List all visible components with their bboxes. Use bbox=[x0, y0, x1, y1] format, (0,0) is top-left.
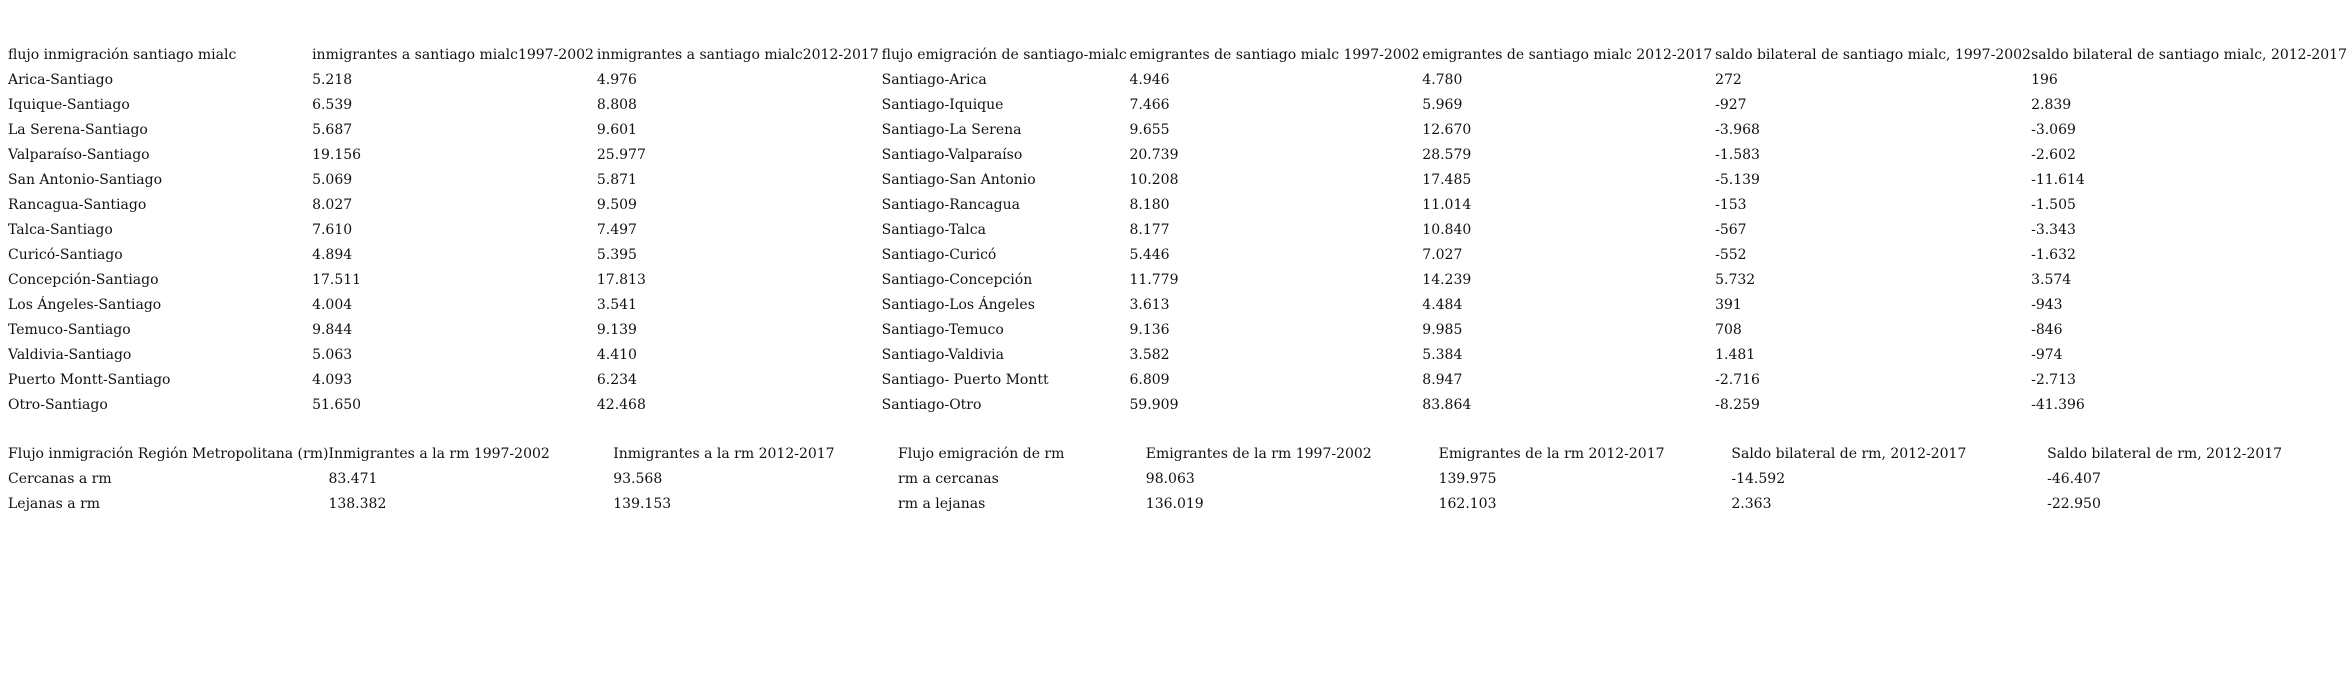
value-cell[interactable]: 19.156 bbox=[312, 147, 362, 163]
value-cell[interactable]: 6.539 bbox=[312, 97, 353, 113]
value-cell[interactable]: 139.975 bbox=[1438, 471, 1497, 487]
flow-label-cell[interactable]: Santiago-Otro bbox=[881, 397, 982, 413]
value-cell[interactable]: 3.613 bbox=[1129, 297, 1170, 313]
table-row bbox=[8, 118, 2347, 143]
value-cell[interactable]: -3.069 bbox=[2031, 122, 2076, 138]
value-cell[interactable]: 3.582 bbox=[1129, 347, 1170, 363]
value-cell[interactable]: 139.153 bbox=[613, 496, 672, 512]
value-cell[interactable]: 20.739 bbox=[1129, 147, 1179, 163]
value-cell[interactable]: 11.779 bbox=[1129, 272, 1179, 288]
table-row bbox=[8, 168, 2347, 193]
value-cell[interactable]: 138.382 bbox=[328, 496, 387, 512]
table-row bbox=[8, 143, 2347, 168]
header-row bbox=[8, 43, 2347, 68]
table-row bbox=[8, 368, 2347, 393]
flow-label-cell[interactable]: Cercanas a rm bbox=[8, 471, 112, 487]
flow-label-cell[interactable]: Lejanas a rm bbox=[8, 496, 101, 512]
flow-label-cell[interactable]: Santiago-Arica bbox=[881, 72, 987, 88]
column-header-cell[interactable]: emigrantes de santiago mialc 2012-2017 bbox=[1422, 47, 1713, 63]
value-cell[interactable]: 14.239 bbox=[1422, 272, 1472, 288]
value-cell[interactable]: -2.716 bbox=[1715, 372, 1760, 388]
flow-label-cell[interactable]: Otro-Santiago bbox=[8, 397, 108, 413]
column-header-cell[interactable]: emigrantes de santiago mialc 1997-2002 bbox=[1129, 47, 1420, 63]
value-cell[interactable]: -22.950 bbox=[2047, 496, 2101, 512]
table-row bbox=[8, 393, 2347, 418]
table-row bbox=[8, 218, 2347, 243]
value-cell[interactable]: 6.234 bbox=[596, 372, 637, 388]
column-header-cell[interactable]: Inmigrantes a la rm 2012-2017 bbox=[613, 446, 835, 462]
flow-label-cell[interactable]: Santiago-San Antonio bbox=[881, 172, 1036, 188]
flow-label-cell[interactable]: Santiago- Puerto Montt bbox=[881, 372, 1049, 388]
value-cell[interactable]: 4.894 bbox=[312, 247, 353, 263]
value-cell[interactable]: 25.977 bbox=[596, 147, 646, 163]
value-cell[interactable]: 93.568 bbox=[613, 471, 663, 487]
value-cell[interactable]: -1.505 bbox=[2031, 197, 2076, 213]
table-row bbox=[8, 318, 2347, 343]
table-row bbox=[8, 268, 2347, 293]
flow-label-cell[interactable]: Santiago-La Serena bbox=[881, 122, 1022, 138]
column-header-cell[interactable]: flujo emigración de santiago-mialc bbox=[881, 47, 1127, 63]
flow-label-cell[interactable]: Santiago-Curicó bbox=[881, 247, 997, 263]
value-cell[interactable]: 9.139 bbox=[596, 322, 637, 338]
value-cell[interactable]: 4.780 bbox=[1422, 72, 1463, 88]
region-metropolitana-migration-table bbox=[8, 442, 2347, 517]
value-cell[interactable]: 5.871 bbox=[596, 172, 637, 188]
value-cell[interactable]: 59.909 bbox=[1129, 397, 1179, 413]
value-cell[interactable]: 5.687 bbox=[312, 122, 353, 138]
value-cell[interactable]: 42.468 bbox=[596, 397, 646, 413]
flow-label-cell[interactable]: rm a lejanas bbox=[898, 496, 986, 512]
value-cell[interactable]: 5.069 bbox=[312, 172, 353, 188]
value-cell[interactable]: -41.396 bbox=[2031, 397, 2085, 413]
value-cell[interactable]: 98.063 bbox=[1145, 471, 1195, 487]
flow-label-cell[interactable]: Temuco-Santiago bbox=[8, 322, 131, 338]
value-cell[interactable]: 5.732 bbox=[1715, 272, 1756, 288]
value-cell[interactable]: 83.471 bbox=[328, 471, 378, 487]
value-cell[interactable]: 4.093 bbox=[312, 372, 353, 388]
table-row bbox=[8, 492, 2347, 517]
value-cell[interactable]: 7.497 bbox=[596, 222, 637, 238]
value-cell[interactable]: 9.985 bbox=[1422, 322, 1463, 338]
table-row bbox=[8, 193, 2347, 218]
value-cell[interactable]: 5.395 bbox=[596, 247, 637, 263]
flow-label-cell[interactable]: Iquique-Santiago bbox=[8, 97, 130, 113]
column-header-cell[interactable]: Emigrantes de la rm 2012-2017 bbox=[1438, 446, 1665, 462]
value-cell[interactable]: 7.027 bbox=[1422, 247, 1463, 263]
value-cell[interactable]: 8.180 bbox=[1129, 197, 1170, 213]
santiago-migration-table bbox=[8, 43, 2347, 418]
value-cell[interactable]: 1.481 bbox=[1715, 347, 1756, 363]
value-cell[interactable]: 28.579 bbox=[1422, 147, 1472, 163]
column-header-cell[interactable]: Saldo bilateral de rm, 2012-2017 bbox=[1731, 446, 1967, 462]
value-cell[interactable]: 9.601 bbox=[596, 122, 637, 138]
table-row bbox=[8, 243, 2347, 268]
flow-label-cell[interactable]: rm a cercanas bbox=[898, 471, 999, 487]
flow-label-cell[interactable]: Santiago-Valdivia bbox=[881, 347, 1005, 363]
value-cell[interactable]: 7.466 bbox=[1129, 97, 1170, 113]
value-cell[interactable]: -974 bbox=[2031, 347, 2063, 363]
flow-label-cell[interactable]: Santiago-Concepción bbox=[881, 272, 1033, 288]
value-cell[interactable]: -846 bbox=[2031, 322, 2063, 338]
value-cell[interactable]: 8.947 bbox=[1422, 372, 1463, 388]
value-cell[interactable]: 272 bbox=[1715, 72, 1742, 88]
value-cell[interactable]: 3.541 bbox=[596, 297, 637, 313]
value-cell[interactable]: 17.813 bbox=[596, 272, 646, 288]
flow-label-cell[interactable]: Curicó-Santiago bbox=[8, 247, 123, 263]
value-cell[interactable]: 9.136 bbox=[1129, 322, 1170, 338]
flow-label-cell[interactable]: Santiago-Los Ángeles bbox=[881, 297, 1035, 313]
column-header-cell[interactable]: saldo bilateral de santiago mialc, 1997-2002 bbox=[1715, 47, 2031, 63]
value-cell[interactable]: 9.844 bbox=[312, 322, 353, 338]
value-cell[interactable]: 7.610 bbox=[312, 222, 353, 238]
flow-label-cell[interactable]: Santiago-Talca bbox=[881, 222, 986, 238]
flow-label-cell[interactable]: Los Ángeles-Santiago bbox=[8, 297, 162, 313]
value-cell[interactable]: 4.410 bbox=[596, 347, 637, 363]
column-header-cell[interactable]: Flujo inmigración Región Metropolitana (rm) bbox=[8, 446, 329, 462]
header-row bbox=[8, 442, 2347, 467]
flow-label-cell[interactable]: Concepción-Santiago bbox=[8, 272, 159, 288]
column-header-cell[interactable]: Saldo bilateral de rm, 2012-2017 bbox=[2047, 446, 2283, 462]
value-cell[interactable]: -3.343 bbox=[2031, 222, 2076, 238]
table-row bbox=[8, 93, 2347, 118]
value-cell[interactable]: 5.063 bbox=[312, 347, 353, 363]
value-cell[interactable]: -14.592 bbox=[1731, 471, 1786, 487]
value-cell[interactable]: 391 bbox=[1715, 297, 1742, 313]
value-cell[interactable]: -5.139 bbox=[1715, 172, 1760, 188]
value-cell[interactable]: 11.014 bbox=[1422, 197, 1472, 213]
value-cell[interactable]: 5.446 bbox=[1129, 247, 1170, 263]
value-cell[interactable]: 4.004 bbox=[312, 297, 353, 313]
value-cell[interactable]: -567 bbox=[1715, 222, 1747, 238]
table-row bbox=[8, 343, 2347, 368]
value-cell[interactable]: 4.976 bbox=[596, 72, 637, 88]
table-row bbox=[8, 68, 2347, 93]
value-cell[interactable]: 5.218 bbox=[312, 72, 353, 88]
column-header-cell[interactable]: Emigrantes de la rm 1997-2002 bbox=[1145, 446, 1372, 462]
flow-label-cell[interactable]: Rancagua-Santiago bbox=[8, 197, 147, 213]
flow-label-cell[interactable]: Santiago-Temuco bbox=[881, 322, 1004, 338]
value-cell[interactable]: 10.208 bbox=[1129, 172, 1179, 188]
value-cell[interactable]: 5.384 bbox=[1422, 347, 1463, 363]
value-cell[interactable]: 4.946 bbox=[1129, 72, 1170, 88]
table-row bbox=[8, 467, 2347, 492]
value-cell[interactable]: 10.840 bbox=[1422, 222, 1472, 238]
value-cell[interactable]: -1.632 bbox=[2031, 247, 2076, 263]
value-cell[interactable]: 17.511 bbox=[312, 272, 362, 288]
value-cell[interactable]: 6.809 bbox=[1129, 372, 1170, 388]
value-cell[interactable]: -1.583 bbox=[1715, 147, 1760, 163]
column-header-cell[interactable]: inmigrantes a santiago mialc2012-2017 bbox=[596, 47, 879, 63]
column-header-cell[interactable]: flujo inmigración santiago mialc bbox=[8, 47, 237, 63]
column-header-cell[interactable]: Flujo emigración de rm bbox=[898, 446, 1065, 462]
flow-label-cell[interactable]: Puerto Montt-Santiago bbox=[8, 372, 171, 388]
value-cell[interactable]: 12.670 bbox=[1422, 122, 1472, 138]
flow-label-cell[interactable]: Arica-Santiago bbox=[8, 72, 113, 88]
flow-label-cell[interactable]: Santiago-Valparaíso bbox=[881, 147, 1023, 163]
flow-label-cell[interactable]: Santiago-Iquique bbox=[881, 97, 1004, 113]
value-cell[interactable]: 708 bbox=[1715, 322, 1742, 338]
column-header-cell[interactable]: inmigrantes a santiago mialc1997-2002 bbox=[312, 47, 594, 63]
value-cell[interactable]: 51.650 bbox=[312, 397, 362, 413]
table-row bbox=[8, 293, 2347, 318]
value-cell[interactable]: 8.808 bbox=[596, 97, 637, 113]
value-cell[interactable]: 9.655 bbox=[1129, 122, 1170, 138]
column-header-cell[interactable]: saldo bilateral de santiago mialc, 2012-2017 bbox=[2031, 47, 2347, 63]
flow-label-cell[interactable]: La Serena-Santiago bbox=[8, 122, 148, 138]
value-cell[interactable]: 83.864 bbox=[1422, 397, 1472, 413]
value-cell[interactable]: 9.509 bbox=[596, 197, 637, 213]
value-cell[interactable]: -552 bbox=[1715, 247, 1747, 263]
region-migration-table-body bbox=[8, 442, 2347, 517]
value-cell[interactable]: 2.363 bbox=[1731, 496, 1772, 512]
value-cell[interactable]: -11.614 bbox=[2031, 172, 2085, 188]
value-cell[interactable]: 3.574 bbox=[2031, 272, 2072, 288]
value-cell[interactable]: -927 bbox=[1715, 97, 1747, 113]
value-cell[interactable]: -46.407 bbox=[2047, 471, 2101, 487]
value-cell[interactable]: 162.103 bbox=[1438, 496, 1497, 512]
value-cell[interactable]: -2.602 bbox=[2031, 147, 2076, 163]
value-cell[interactable]: -943 bbox=[2031, 297, 2063, 313]
value-cell[interactable]: -3.968 bbox=[1715, 122, 1760, 138]
column-header-cell[interactable]: Inmigrantes a la rm 1997-2002 bbox=[328, 446, 550, 462]
santiago-migration-table-body bbox=[8, 43, 2347, 418]
value-cell[interactable]: 5.969 bbox=[1422, 97, 1463, 113]
value-cell[interactable]: -153 bbox=[1715, 197, 1747, 213]
flow-label-cell[interactable]: San Antonio-Santiago bbox=[8, 172, 163, 188]
value-cell[interactable]: -8.259 bbox=[1715, 397, 1760, 413]
value-cell[interactable]: 8.177 bbox=[1129, 222, 1170, 238]
value-cell[interactable]: 17.485 bbox=[1422, 172, 1472, 188]
flow-label-cell[interactable]: Valdivia-Santiago bbox=[8, 347, 132, 363]
flow-label-cell[interactable]: Santiago-Rancagua bbox=[881, 197, 1020, 213]
value-cell[interactable]: 136.019 bbox=[1145, 496, 1204, 512]
flow-label-cell[interactable]: Talca-Santiago bbox=[8, 222, 113, 238]
value-cell[interactable]: 4.484 bbox=[1422, 297, 1463, 313]
value-cell[interactable]: 2.839 bbox=[2031, 97, 2072, 113]
flow-label-cell[interactable]: Valparaíso-Santiago bbox=[8, 147, 150, 163]
value-cell[interactable]: 8.027 bbox=[312, 197, 353, 213]
value-cell[interactable]: 196 bbox=[2031, 72, 2058, 88]
value-cell[interactable]: -2.713 bbox=[2031, 372, 2076, 388]
